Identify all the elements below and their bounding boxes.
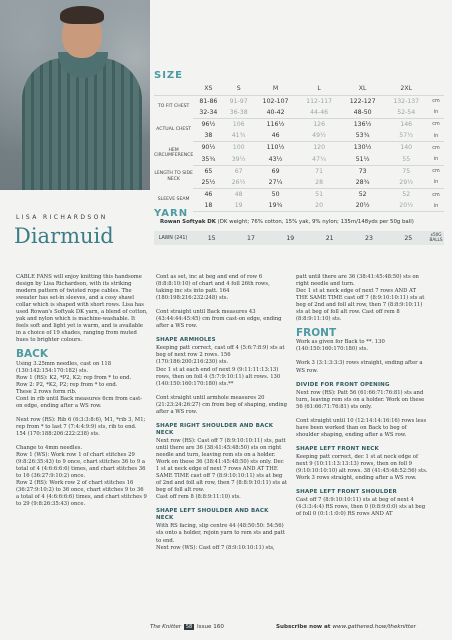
unit-cell: in [428,107,444,119]
shape-left-front-shoulder-heading: SHAPE LEFT FRONT SHOULDER [296,489,397,496]
table-cell: 110½ [266,144,285,152]
unit-cell: cm [432,98,440,105]
table-cell: 146 [400,120,413,128]
table-cell: 53¾ [341,130,385,142]
table-cell: 73 [358,167,367,175]
table-row [154,200,444,212]
table-row [154,130,444,142]
table-cell: 32-34 [193,107,223,119]
col3-p2: Dec 1 st at neck edge of next 7 rows AND AT THE SAME TIME cast off 7 (8:9:10:10:11) sts at beg of 2nd and foll alt row, then 7 (8:8:9:10:11) sts at beg of foll alt row. Cast off rem 8 (8:8:9:11:10) sts. [296,288,425,323]
back-needles: Change to 4mm needles. [16,444,83,451]
table-cell: 46 [254,130,298,142]
table-cell: 20½ [341,200,385,212]
unit-cell: in [428,177,444,189]
page-footer [0,621,452,635]
col2-p2: Cont straight until Back measures 43 (43:44:44:45:45) cm from cast-on edge, ending after a WS row. [156,309,282,330]
designer-name: LISA RICHARDSON [16,214,108,221]
table-cell: 106 [232,120,245,128]
row-label: ACTUAL CHEST [156,127,192,133]
yarn-row [154,231,444,245]
back-row1: Row 1 (RS): K2, *P2, K2; rep from * to end. [16,374,132,381]
table-cell: 41¾ [224,130,254,142]
table-cell: 50 [271,191,280,199]
table-cell: 28¾ [341,177,385,189]
table-cell: 52 [358,191,367,199]
yarn-cell: 17 [247,234,255,242]
model-hair [60,6,104,24]
table-row [154,118,444,130]
table-row [154,107,444,119]
subscribe-link[interactable]: www.gathered.how/theknitter [332,624,416,630]
back-chart-row1: Row 1 (WS): Work row 1 of chart stitches 29 (9:8:26:35:43) to 9 once, chart stitches 36 to 9 a total of 4 (4:6:6:6:6) times, and chart stitches 36 to 16 (36:27:9:10:2) once. [16,452,146,480]
magazine-name: The Knitter [150,624,182,630]
col3-p3: Work as given for Back to **. 130 (140:150:160:170:180) sts. [296,339,385,353]
table-cell: 20 [297,200,341,212]
table-cell: 46 [204,191,213,199]
table-cell: 90½ [201,144,216,152]
shape-right-shoulder-heading: SHAPE RIGHT SHOULDER AND BACK NECK [156,422,274,436]
shape-left-shoulder-heading: SHAPE LEFT SHOULDER AND BACK NECK [156,508,269,522]
yarn-cell: 15 [207,234,216,242]
row-label: HEM CIRCUMFERENCE [154,148,194,159]
table-cell: 35¾ [193,153,223,165]
unit-cell: in [428,130,444,142]
yarn-unit-line: x50G [430,232,442,238]
size-table [154,82,444,212]
table-cell: 122-127 [349,97,376,105]
col3-p4: Work 3 (3:1:3:3:3) rows straight, ending after a WS row. [296,360,423,374]
row-label: LENGTH TO SIDE NECK [154,171,193,182]
table-cell: 71 [315,167,324,175]
back-stitch-count: 154 (170:188:206:222:238) sts. [16,430,100,437]
size-col-header: S [224,82,254,95]
table-cell: 55 [384,153,428,165]
table-cell: 52 [402,191,411,199]
table-cell: 91-97 [229,97,248,105]
size-header-row [154,82,444,95]
table-cell: 57½ [384,130,428,142]
yarn-name: Rowan Softyak DK [160,219,216,225]
column-2 [156,274,288,559]
col3-p8: Work 3 rows straight, ending after a WS row. [296,475,417,482]
table-cell: 112-117 [306,97,333,105]
col2-p1: Cont as set, inc at beg and end of row 6 (8:8:8:10:10) of chart and 4 foll 26th rows, taking inc sts into patt. 164 (180:198:216:232:248) sts. [156,274,270,302]
table-cell: 132-137 [393,97,420,105]
table-cell: 126 [313,120,326,128]
col2-p6: Next row (RS): Cast off 7 (8:9:10:10:11) sts, patt until there are 36 (38:41:45:48:50) sts on right needle and turn, leaving rem sts on a holder. [156,437,286,458]
front-heading: FRONT [296,327,337,340]
back-row2: Row 2: P2, *K2, P2; rep from * to end. [16,381,118,388]
intro-paragraph: CABLE FANS will enjoy knitting this handsome design by Lisa Richardson, with its striking modern pattern of twisted rope cables. The sweater has set-in sleeves, and a cosy shawl collar which is shaped with short rows. Lisa has used Rowan's Softyak DK yarn, a blend of cotton, yak and nylon which is machine-washable. It feels soft and light yet is warm, and is available in a choice of 19 shades, ranging from muted hues to brighter colours. [16,274,148,344]
back-heading: BACK [16,348,48,361]
table-cell: 116½ [266,120,285,128]
col2-p3: Keeping patt correct, cast off 4 (5:6:7:8:9) sts at beg of next row 2 rows. 156 (170:186:200:216:230) sts. [156,345,285,366]
table-cell: 48 [234,191,243,199]
table-cell: 19 [224,200,254,212]
col2-p5: Cont straight until armhole measures 20 (21:23:24:26:27) cm from beg of shaping, ending after a WS row. [156,394,287,415]
yarn-cell: 23 [365,234,373,242]
yarn-shade-label: LAWN (241) [158,235,188,241]
yarn-details: (DK weight; 76% cotton, 15% yak, 9% nylon; 135m/148yds per 50g ball) [215,219,414,225]
table-cell: 36-38 [224,107,254,119]
back-next-row: Next row (RS): Rib 6 (6:3:3:8:6), M1, *rib 3, M1; rep from * to last 7 (7:4:4:9:9) sts, rib to end. [16,416,146,430]
yarn-cell: 19 [286,234,295,242]
yarn-cell: 25 [404,234,413,242]
table-cell: 81-86 [199,97,218,105]
table-cell: 25½ [193,177,223,189]
divide-front-heading: DIVIDE FOR FRONT OPENING [296,381,390,388]
pattern-title: Diarmuid [14,224,114,248]
table-cell: 28 [297,177,341,189]
table-row [154,165,444,177]
table-cell: 51 [315,191,324,199]
table-cell: 49½ [297,130,341,142]
table-cell: 18 [193,200,223,212]
size-heading: SIZE [154,70,184,81]
col2-p4: Dec 1 st at each end of next 9 (9:11:11:13:13) rows, then on foll 4 (5:7:9:10:11) alt rows. 130 (140:150:160:170:180) sts.** [156,366,281,387]
col2-p9: With RS facing, slip centre 44 (48:50:50: 54:56) sts onto a holder, rejoin yarn to rem sts and patt to end. [156,523,285,544]
col2-p10: Next row (WS): Cast off 7 (8:9:10:10:11) sts, [156,544,275,551]
table-cell: 47¼ [297,153,341,165]
size-col-header: L [297,82,341,95]
table-row [154,153,444,165]
table-row [154,177,444,189]
row-label: TO FIT CHEST [157,104,190,110]
size-col-header: M [254,82,298,95]
col2-p8: Cast off rem 8 (8:8:9:11:10) sts. [156,494,241,501]
table-cell: 26½ [224,177,254,189]
table-cell: 51½ [341,153,385,165]
issue-number: Issue 160 [197,624,224,630]
subscribe-text: Subscribe now at [276,624,333,630]
table-cell: 102-107 [262,97,289,105]
table-cell: 120 [313,144,326,152]
back-rib-note: These 2 rows form rib. [16,388,77,395]
table-cell: 75 [402,167,411,175]
col3-p1: patt until there are 36 (38:41:45:48:50) sts on right needle and turn. [296,274,419,288]
table-cell: 96½ [201,120,216,128]
column-3 [296,274,428,525]
back-cast-on: Using 3.25mm needles, cast on 118 (130:142:154:170:182) sts. [16,360,112,374]
col3-p7: Keeping patt correct, dec 1 st at neck edge of next 9 (10:11:13:13:13) rows, then on foll 9 (9:10:10:10:10) alt rows. 38 (41:45:48:52:56) sts. [296,453,428,475]
yarn-heading: YARN [154,208,189,219]
table-cell: 27¼ [254,177,298,189]
size-col-header: XL [341,82,385,95]
shape-armholes-heading: SHAPE ARMHOLES [156,337,216,344]
size-col-header: XS [193,82,223,95]
yarn-table [154,231,444,245]
model-photo [0,0,150,190]
table-cell: 67 [234,167,243,175]
size-col-header: 2XL [384,82,428,95]
table-cell: 39½ [224,153,254,165]
table-cell: 100 [232,144,245,152]
table-cell: 20½ [384,200,428,212]
page-number: 58 [185,624,193,630]
unit-cell: cm [432,121,440,128]
yarn-unit [428,231,444,245]
row-label: SLEEVE SEAM [157,197,190,203]
col3-p5: Next row (RS): Patt 56 (61:66:71:76:81) sts and turn, leaving rem sts on a holder. Work on these 56 (61:66:71:76:81) sts only. [296,389,425,410]
table-cell: 65 [204,167,213,175]
table-cell: 48-50 [341,107,385,119]
table-cell: 43½ [254,153,298,165]
unit-cell: in [428,153,444,165]
table-cell: 19¾ [254,200,298,212]
table-row [154,142,444,154]
table-cell: 140 [400,144,413,152]
unit-cell: in [428,200,444,212]
table-row [154,95,444,107]
table-row [154,189,444,201]
table-cell: 69 [271,167,280,175]
table-cell: 40-42 [254,107,298,119]
table-cell: 130½ [353,144,372,152]
unit-cell: cm [432,191,440,198]
yarn-cell: 21 [325,234,334,242]
col2-p7: Work on these 36 (38:41:45:48:50) sts only. Dec 1 st at neck edge of next 7 rows AND AT THE SAME TIME cast off 7 (8:9:10:10:11) sts at beg of 2nd and foll alt row, then 7 (8:8:9:10:11) sts at beg of foll alt row. [156,459,287,494]
table-cell: 52-54 [384,107,428,119]
column-1 [16,274,148,515]
footer-right [276,624,416,630]
footer-left [150,624,224,630]
col3-p6: Cont straight until 10 (12:14:14:16:16) rows less have been worked than on Back to beg of shoulder shaping, ending after a WS row. [296,417,427,438]
table-cell: 38 [193,130,223,142]
table-cell: 29½ [384,177,428,189]
col3-p9: Cast off 7 (8:9:10:10:11) sts at beg of next 4 (4:3:3:4:4) RS rows, then 0 (0:8:9:0:0) sts at beg of foll 0 (0:1:1:0:0) RS rows AND AT [296,497,426,518]
back-rib-cont: Cont in rib until Back measures 6cm from cast-on edge, ending after a WS row. [16,395,143,409]
back-chart-row2: Row 2 (RS): Work row 2 of chart stitches 16 (36:27:9:10:2) to 36 once, chart stitches 9 to 36 a total of 4 (4:6:6:6:6) times, and chart stitches 9 to 29 (9:8:26:35:43) once. [16,480,147,508]
unit-cell: cm [432,144,440,151]
table-cell: 136½ [353,120,372,128]
table-cell: 44-46 [297,107,341,119]
yarn-description [160,219,414,225]
unit-cell: cm [432,168,440,175]
yarn-unit-line: BALLS [429,237,443,242]
shape-left-front-neck-heading: SHAPE LEFT FRONT NECK [296,445,380,452]
